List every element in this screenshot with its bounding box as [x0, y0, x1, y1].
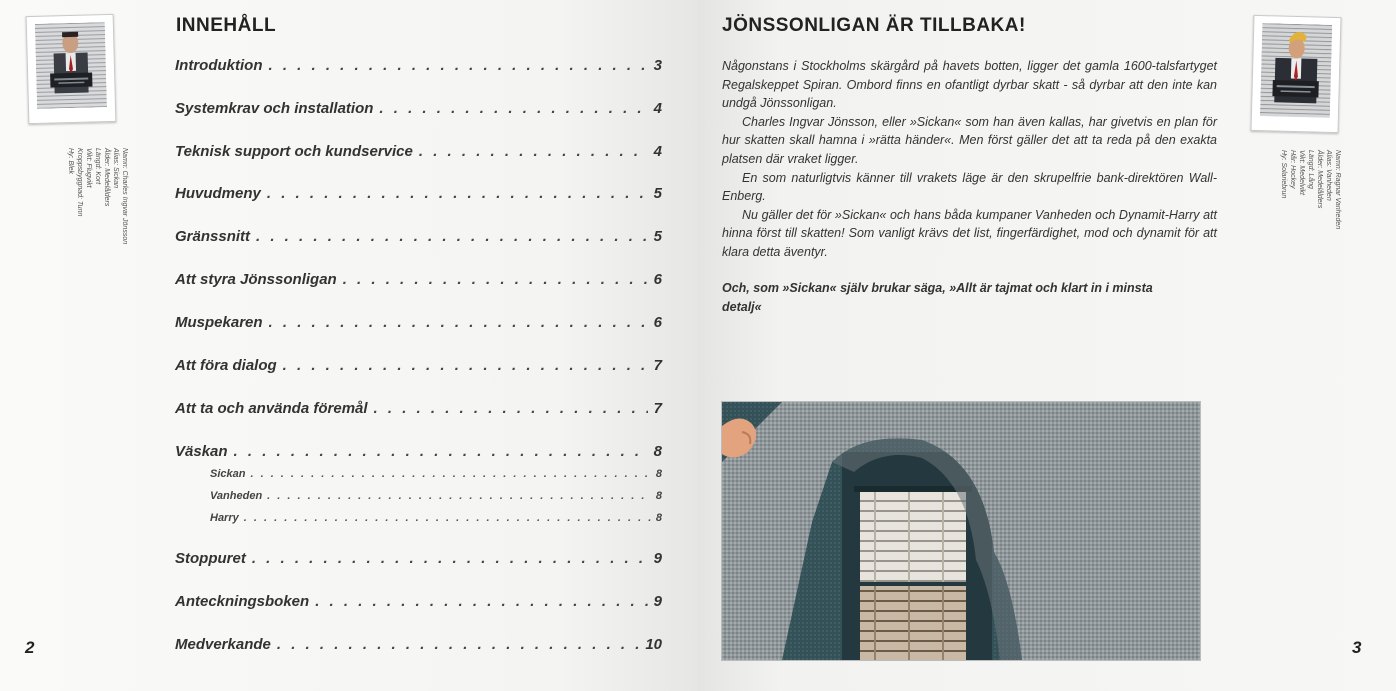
caption-line: Ålder: Medelålders [1316, 150, 1323, 209]
leader-dots [244, 512, 651, 524]
leader-dots [277, 636, 639, 653]
toc-item-page: 4 [653, 100, 662, 117]
caption-line: Vikt: Flugvikt [85, 148, 92, 188]
mugshot-vanheden-icon [1260, 23, 1332, 118]
toc-item-page: 9 [653, 593, 662, 610]
toc-item[interactable] [175, 100, 662, 117]
caption-line: Vikt: Medelvikt [1298, 150, 1305, 195]
toc-item[interactable] [175, 400, 662, 417]
toc-item[interactable] [175, 228, 662, 245]
toc-item-page: 8 [653, 443, 662, 460]
leader-dots [419, 143, 648, 160]
mugshot-sickan-icon [35, 22, 107, 109]
caption-line: Kroppsbyggnad: Tunn [76, 148, 83, 217]
leader-dots [256, 228, 648, 245]
mugshot-photo-left [26, 14, 117, 124]
toc-item-label: Medverkande [175, 636, 271, 653]
open-safe-with-cash-illustration [721, 401, 1201, 661]
page-number-left: 2 [25, 638, 35, 657]
page-number-right: 3 [1352, 638, 1362, 657]
toc-item-label: Att styra Jönssonligan [175, 271, 337, 288]
leader-dots [267, 490, 651, 502]
toc-item-label: Teknisk support och kundservice [175, 143, 413, 160]
leader-dots [252, 550, 648, 567]
intro-body [722, 57, 1217, 262]
leader-dots [267, 185, 648, 202]
leader-dots [343, 271, 648, 288]
toc-item-label: Anteckningsboken [175, 593, 310, 610]
toc-item-label: Gränssnitt [175, 228, 251, 245]
toc-item-label: Systemkrav och installation [175, 100, 374, 117]
toc-subitem-label: Harry [210, 512, 239, 524]
toc-item-page: 10 [645, 636, 662, 653]
caption-line: Namn: Charles Ingvar Jönsson [121, 148, 128, 245]
toc-item[interactable] [175, 636, 662, 653]
leader-dots [283, 357, 648, 374]
caption-line: Längd: Lång [1307, 150, 1314, 189]
toc-item-page: 6 [653, 314, 662, 331]
caption-line: Längd: Kort [94, 148, 101, 185]
toc-subitem[interactable] [210, 512, 662, 524]
toc-item-page: 6 [653, 271, 662, 288]
toc-subitem-page: 8 [655, 512, 662, 524]
mugshot-caption-right [1279, 150, 1342, 250]
leader-dots [234, 443, 648, 460]
intro-paragraph: Nu gäller det för »Sickan« och hans båda kumpaner Vanheden och Dynamit-Harry att hinna först till skatten! Som vanligt krävs det list, fingerfärdighet, mod och dynamit för att klara detta äventyr. [722, 207, 1217, 259]
toc-item-page: 7 [653, 400, 662, 417]
leader-dots [315, 593, 647, 610]
caption-line: Alias: Sickan [112, 148, 119, 189]
mugshot-photo-right [1250, 15, 1341, 133]
mugshot-caption-left [66, 148, 129, 245]
toc-item-page: 5 [653, 228, 662, 245]
toc-item-label: Muspekaren [175, 314, 263, 331]
leader-dots [268, 57, 647, 74]
toc-item-page: 9 [653, 550, 662, 567]
toc-item[interactable] [175, 593, 662, 610]
caption-line: Hy: Solariebrun [1280, 150, 1287, 199]
caption-line: Ålder: Medelålders [103, 148, 110, 207]
toc-item-label: Att ta och använda föremål [175, 400, 368, 417]
intro-title: JÖNSSONLIGAN ÄR TILLBAKA! [722, 15, 1026, 36]
toc-subitem-page: 8 [655, 490, 662, 502]
toc-item[interactable] [175, 271, 662, 288]
caption-line: Alias: Vanheden [1325, 150, 1332, 201]
caption-line: Hy: Blek [67, 148, 74, 175]
intro-paragraph: Charles Ingvar Jönsson, eller »Sickan« som han även kallas, har givetvis en plan för hur skatten skall hamna i »rätta händer«. Men först gäller det att ta reda på den exakta platsen där vraket ligger. [722, 114, 1217, 166]
leader-dots [374, 400, 648, 417]
toc-item-label: Introduktion [175, 57, 263, 74]
toc-item[interactable] [175, 357, 662, 374]
toc-item-label: Att föra dialog [175, 357, 277, 374]
intro-paragraph: En som naturligtvis känner till vrakets läge är den skrupelfrie bank-direktören Wall-Enberg. [722, 170, 1217, 204]
caption-line: Namn: Ragnar Vanheden [1334, 150, 1341, 230]
toc-item[interactable] [175, 185, 662, 202]
toc-subitem-label: Vanheden [210, 490, 263, 502]
toc-subitem-label: Sickan [210, 468, 246, 480]
leader-dots [379, 100, 647, 117]
toc-subitem-page: 8 [655, 468, 662, 480]
leader-dots [250, 468, 650, 480]
sickan-quote: Och, som »Sickan« själv brukar säga, »Allt är tajmat och klart in i minsta detalj« [722, 281, 1153, 314]
toc-item[interactable] [175, 314, 662, 331]
toc-item-label: Huvudmeny [175, 185, 261, 202]
toc-item-page: 4 [653, 143, 662, 160]
toc-item[interactable] [175, 57, 662, 74]
toc-item-label: Väskan [175, 443, 228, 460]
toc-item-page: 5 [653, 185, 662, 202]
toc-item[interactable] [175, 443, 662, 460]
intro-paragraph: Någonstans i Stockholms skärgård på havets botten, ligger det gamla 1600-talsfartyget Regalskeppet Spiran. Ombord finns en ofantligt dyrbar skatt - så dyrbar att den inte kan undgå Jönssonligan. [722, 59, 1217, 111]
toc-item-page: 3 [653, 57, 662, 74]
toc-subitem[interactable] [210, 468, 662, 480]
toc-item-page: 7 [653, 357, 662, 374]
toc-item-label: Stoppuret [175, 550, 246, 567]
toc-item[interactable] [175, 143, 662, 160]
caption-line: Hår: Hockey [1289, 150, 1296, 189]
leader-dots [269, 314, 648, 331]
toc-item[interactable] [175, 550, 662, 567]
toc-title: INNEHÅLL [176, 15, 277, 36]
toc-subitem[interactable] [210, 490, 662, 502]
